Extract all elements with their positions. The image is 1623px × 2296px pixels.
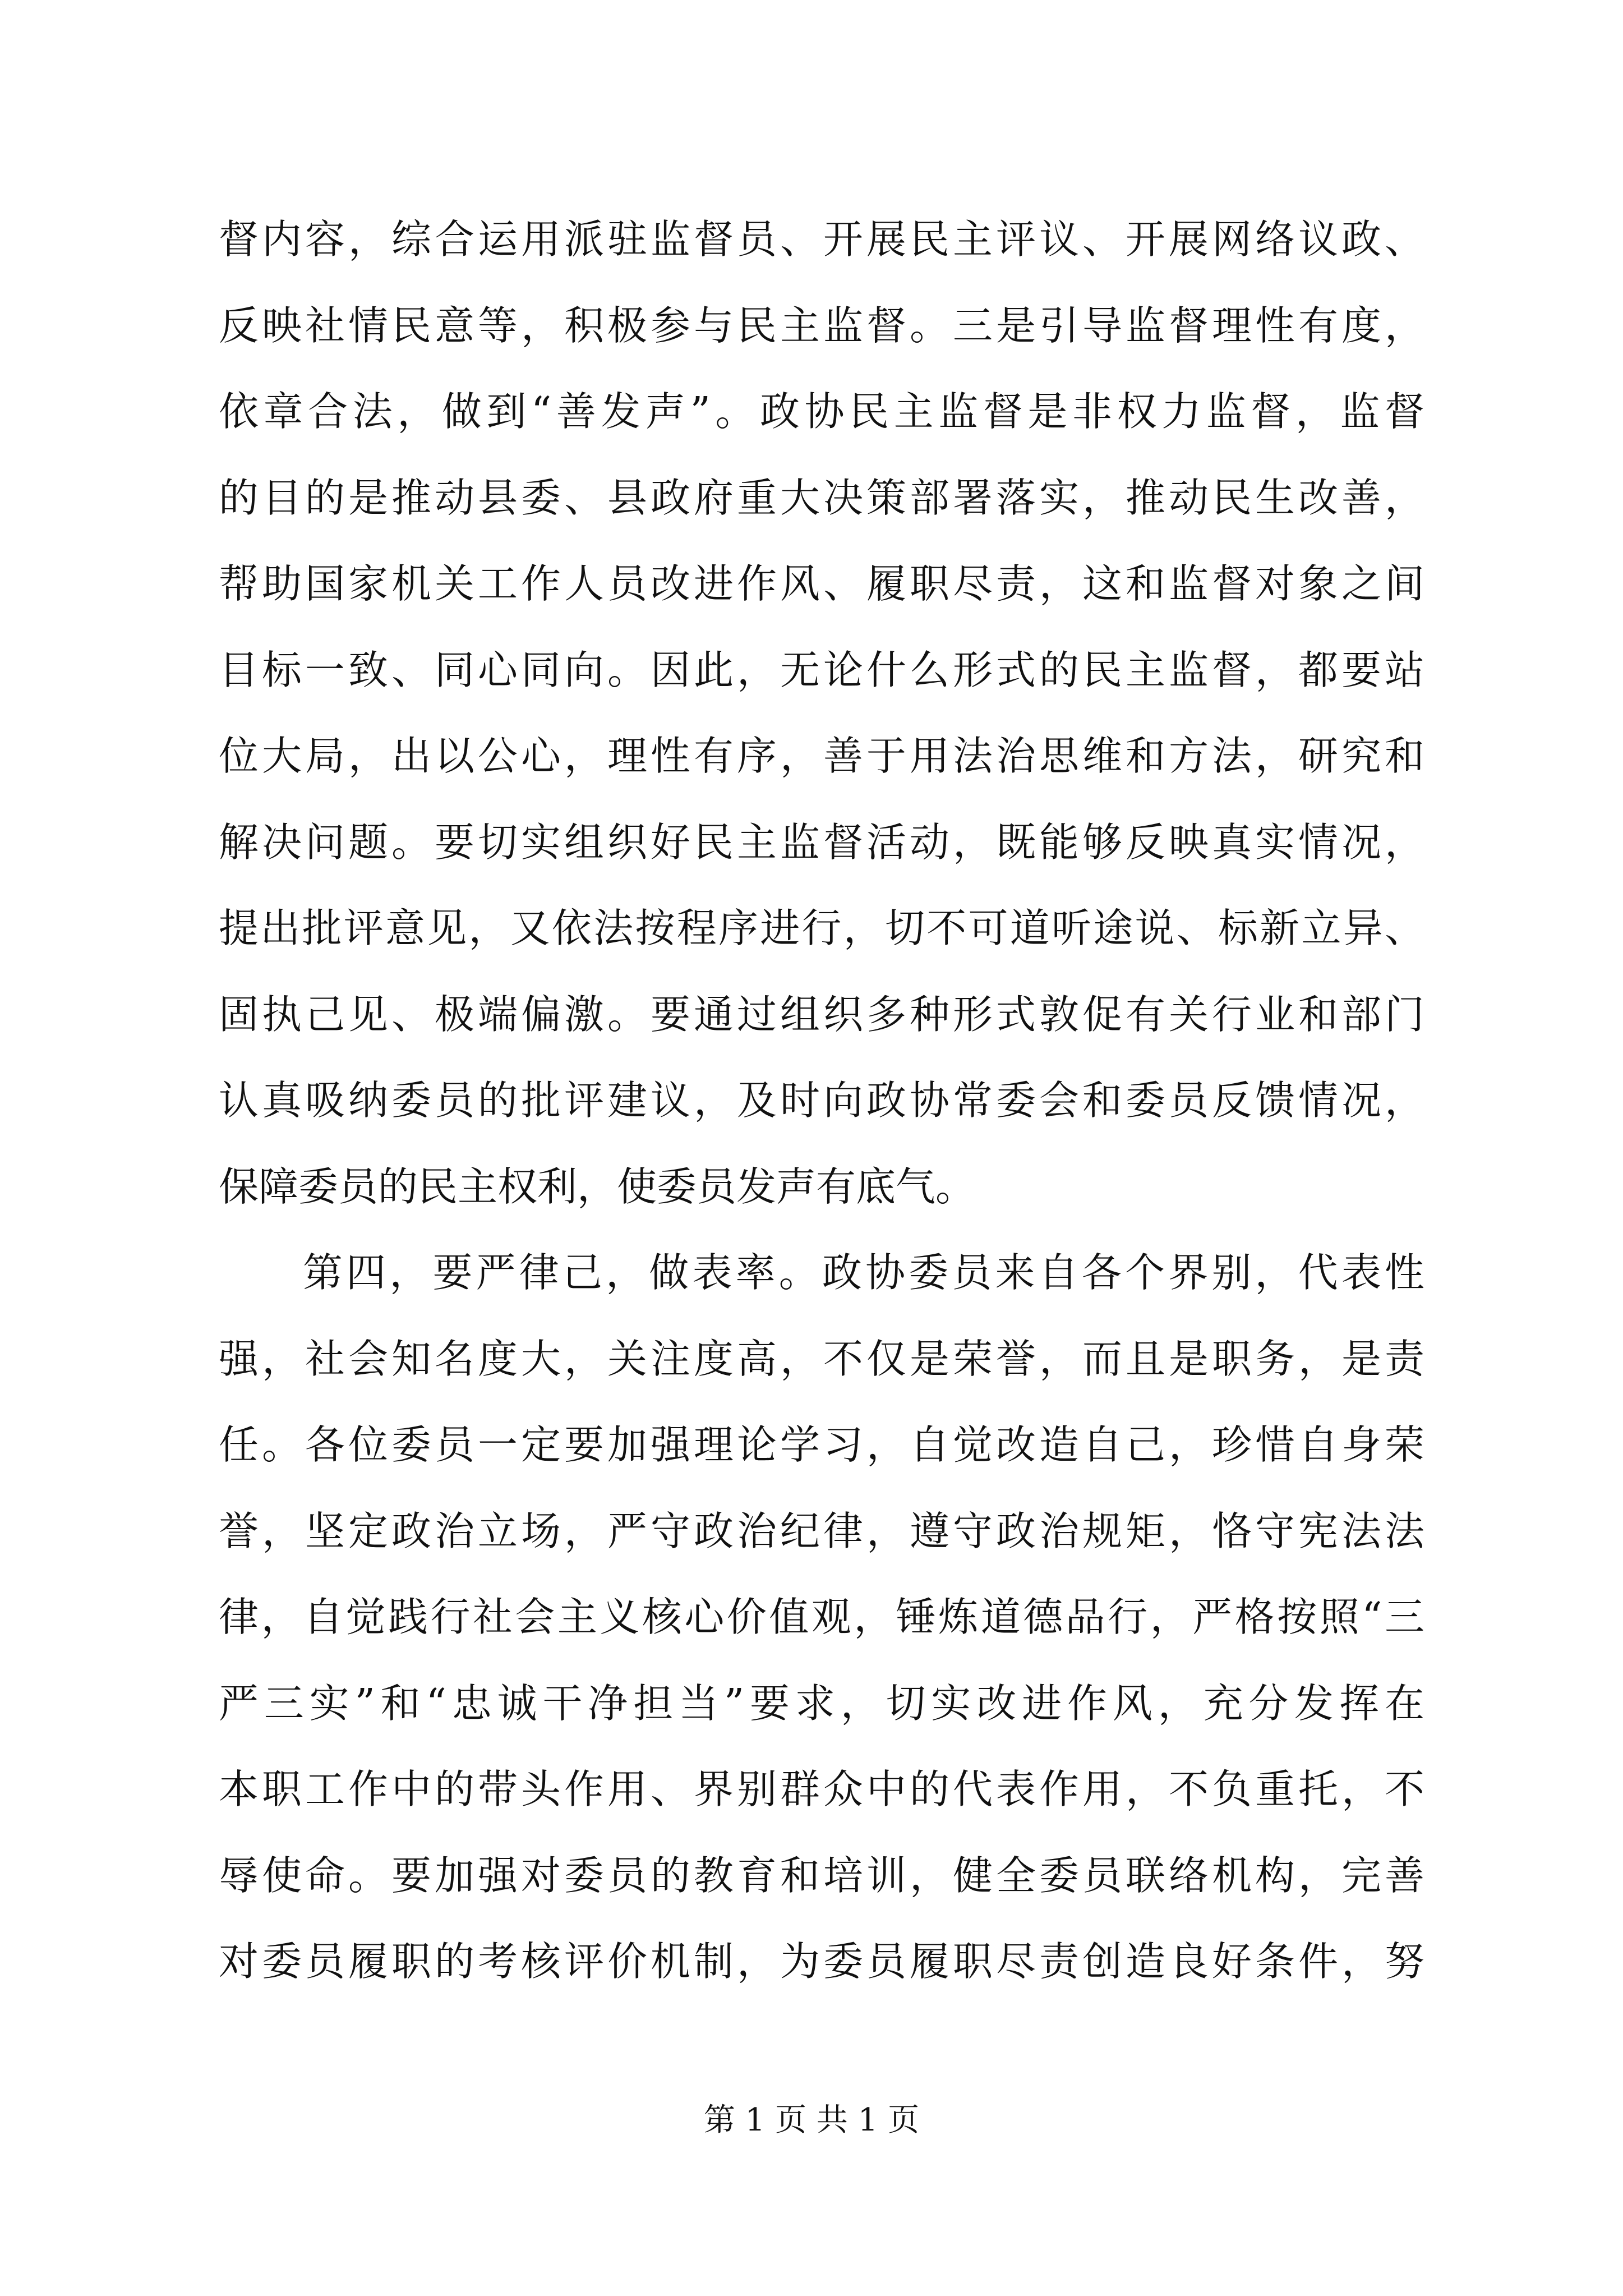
text-line: 律，自觉践行社会主义核心价值观，锤炼道德品行，严格按照“三 (219, 1594, 1424, 1640)
text-line: 的目的是推动县委、县政府重大决策部署落实，推动民生改善， (219, 474, 1424, 521)
text-line: 辱使命。要加强对委员的教育和培训，健全委员联络机构，完善 (219, 1852, 1424, 1899)
text-line: 解决问题。要切实组织好民主监督活动，既能够反映真实情况， (219, 818, 1424, 866)
text-line: 强，社会知名度大，关注度高，不仅是荣誉，而且是职务，是责 (219, 1335, 1424, 1382)
paragraph-1 (219, 196, 1424, 1230)
page-number-footer: 第 1 页 共 1 页 (703, 2102, 920, 2138)
text-line: 帮助国家机关工作人员改进作风、履职尽责，这和监督对象之间 (219, 560, 1424, 607)
text-line: 依章合法，做到“善发声”。政协民主监督是非权力监督，监督 (219, 388, 1424, 435)
text-line: 保障委员的民主权利，使委员发声有底气。 (219, 1163, 976, 1210)
text-line: 任。各位委员一定要加强理论学习，自觉改造自己，珍惜自身荣 (219, 1421, 1424, 1468)
text-line: 提出批评意见，又依法按程序进行，切不可道听途说、标新立异、 (219, 905, 1424, 951)
text-line: 本职工作中的带头作用、界别群众中的代表作用，不负重托，不 (219, 1766, 1424, 1812)
text-line: 固执己见、极端偏激。要通过组织多种形式敦促有关行业和部门 (219, 991, 1424, 1038)
document-body (219, 196, 1424, 2005)
text-line: 严三实”和“忠诚干净担当”要求，切实改进作风，充分发挥在 (219, 1680, 1424, 1727)
text-line: 誉，坚定政治立场，严守政治纪律，遵守政治规矩，恪守宪法法 (219, 1507, 1424, 1554)
paragraph-2 (219, 1230, 1424, 2005)
text-line: 第四，要严律己，做表率。政协委员来自各个界别，代表性 (303, 1249, 1424, 1296)
text-line: 认真吸纳委员的批评建议，及时向政协常委会和委员反馈情况， (219, 1077, 1424, 1124)
text-line: 对委员履职的考核评价机制，为委员履职尽责创造良好条件，努 (219, 1938, 1424, 1985)
text-line: 督内容，综合运用派驻监督员、开展民主评议、开展网络议政、 (219, 216, 1424, 263)
text-line: 位大局，出以公心，理性有序，善于用法治思维和方法，研究和 (219, 733, 1424, 779)
text-line: 目标一致、同心同向。因此，无论什么形式的民主监督，都要站 (219, 646, 1424, 693)
text-line: 反映社情民意等，积极参与民主监督。三是引导监督理性有度， (219, 302, 1424, 349)
